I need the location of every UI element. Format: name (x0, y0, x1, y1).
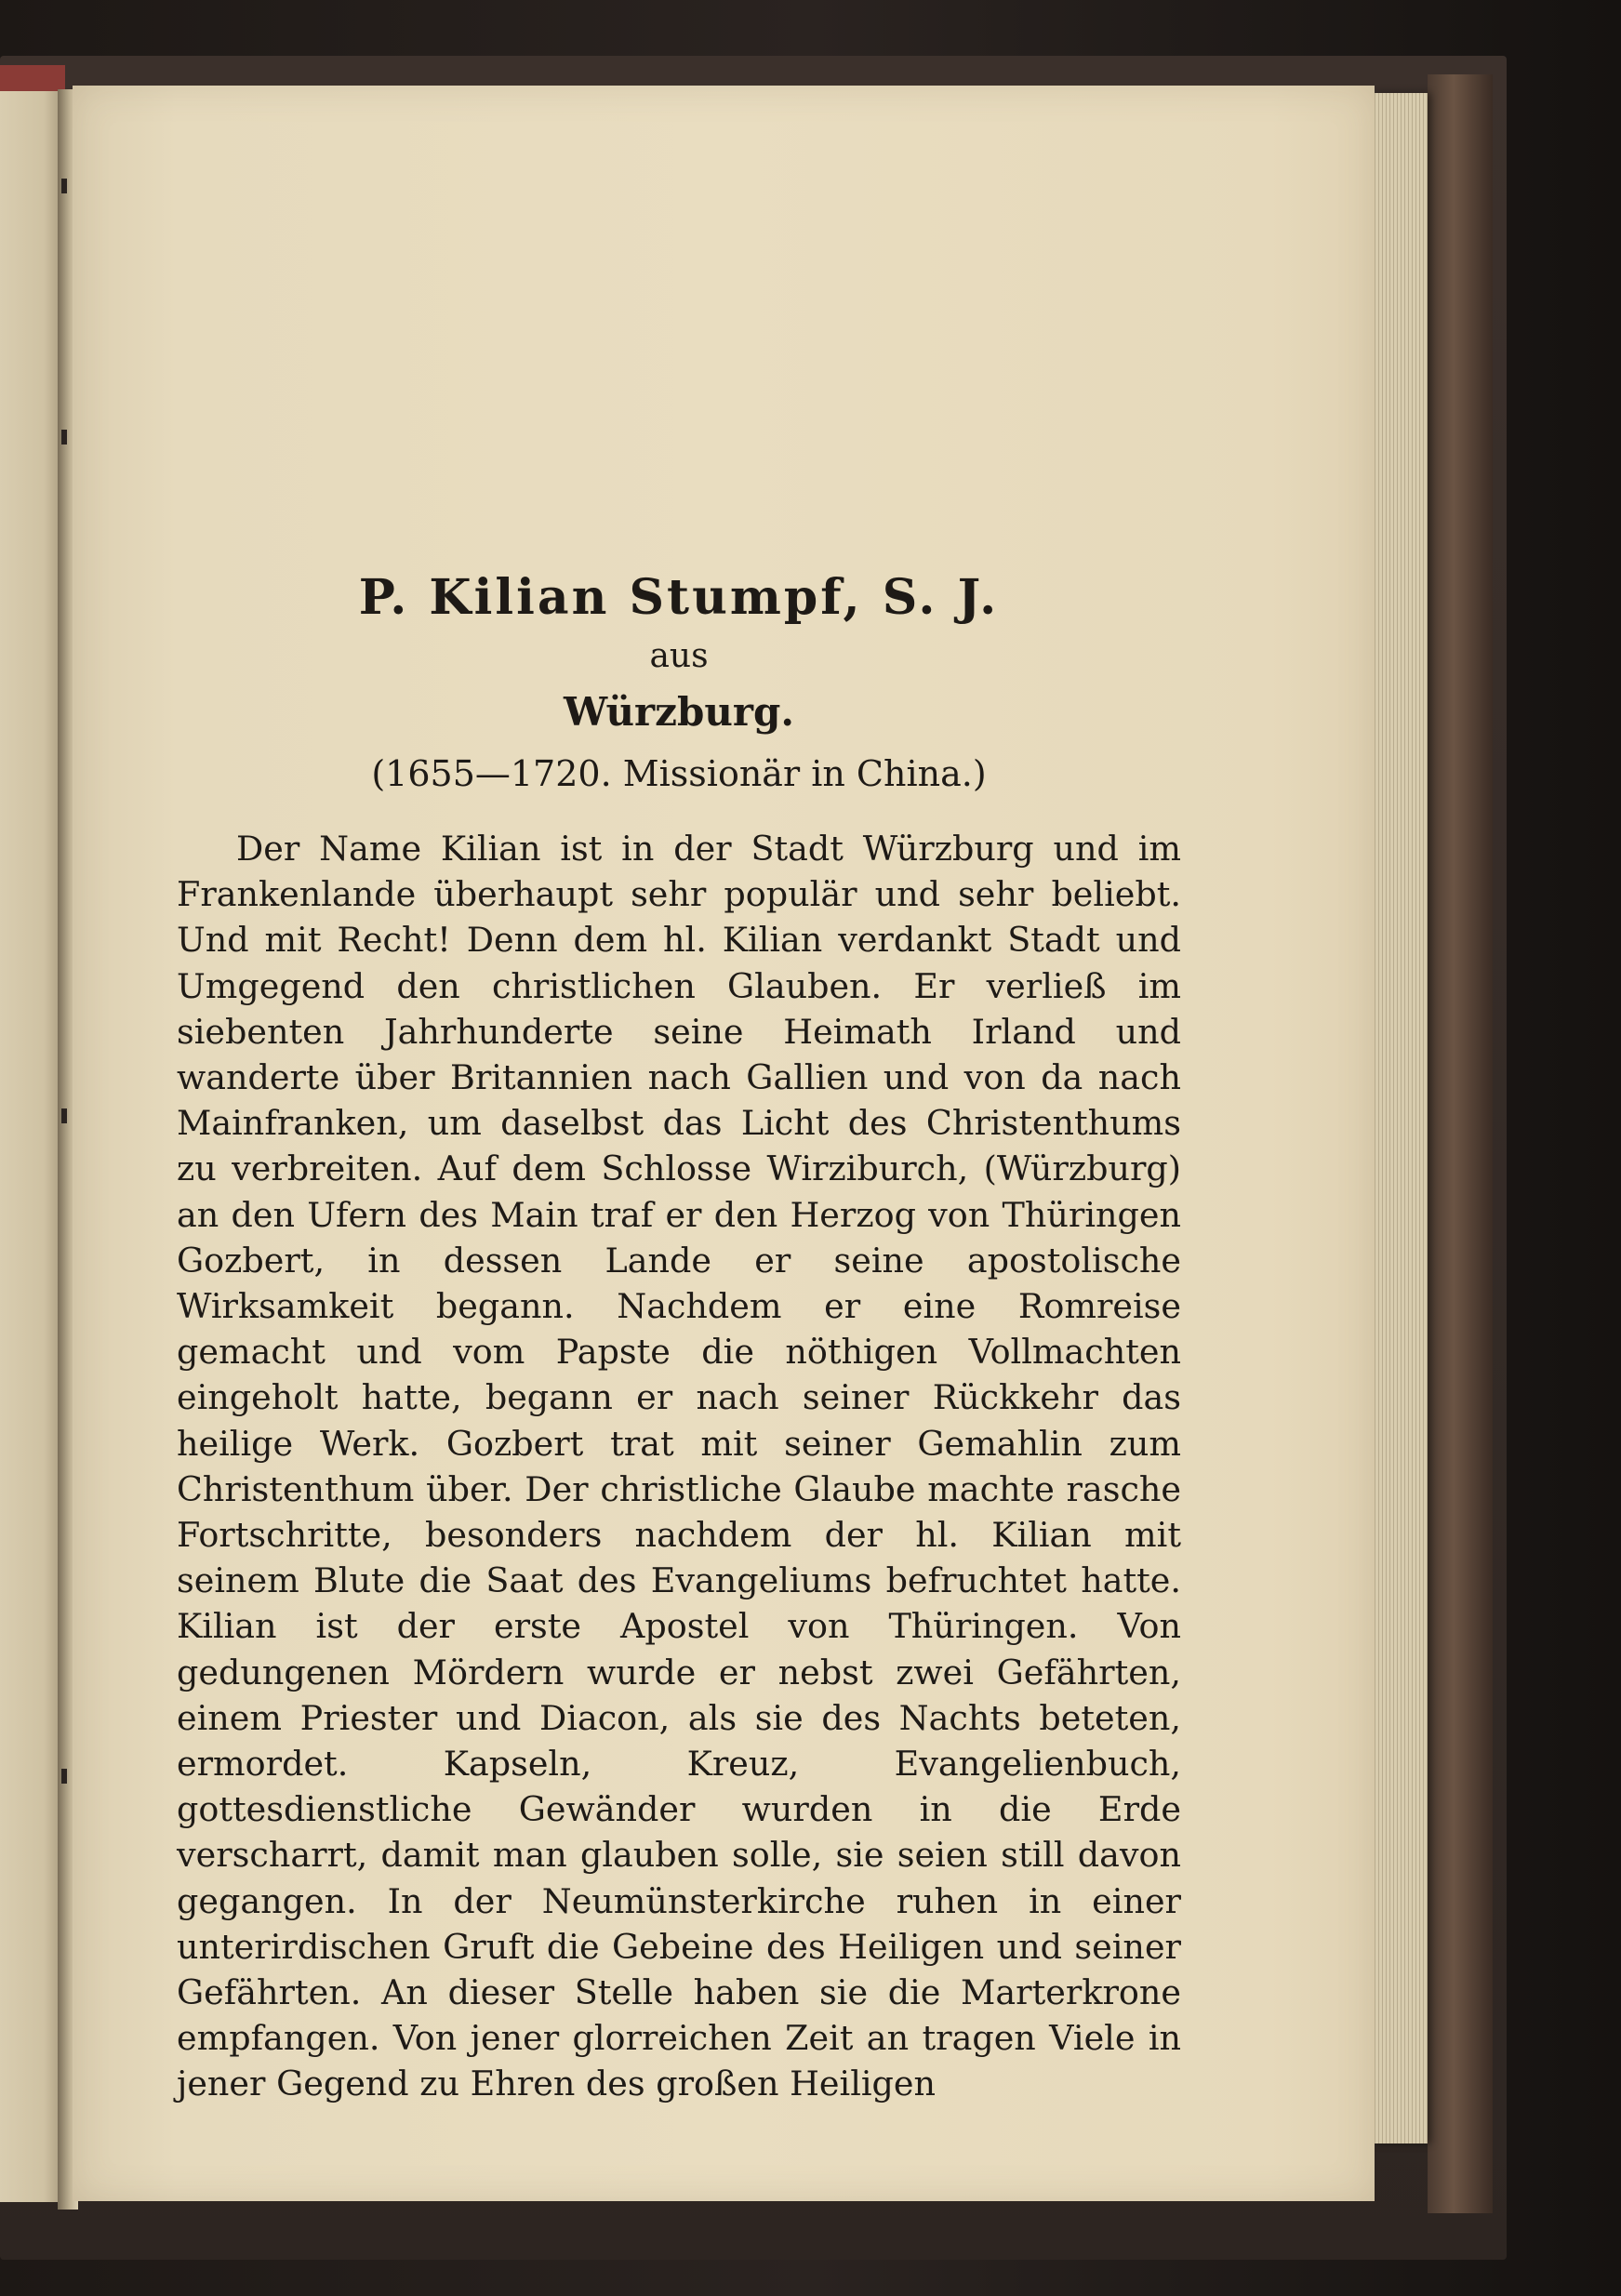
page-edges (1372, 93, 1428, 2143)
cover-red-edge (0, 65, 65, 93)
article (177, 521, 1181, 2107)
gutter-thread-mark (61, 179, 67, 193)
body-paragraph: Der Name Kilian ist in der Stadt Würzburg und im Frankenlande überhaupt sehr populär und sehr beliebt. Und mit Recht! Denn dem hl. Kilian verdankt Stadt und Umgegend den christlichen Glauben. Er verließ im siebenten Jahrhunderte seine Heimath Irland und wanderte über Britannien nach Gallien und von da nach Mainfranken, um daselbst das Licht des Christenthums zu verbreiten. Auf dem Schlosse Wirziburch, (Würzburg) an den Ufern des Main traf er den Herzog von Thüringen Gozbert, in dessen Lande er seine apostolische Wirksamkeit begann. Nachdem er eine Romreise gemacht und vom Papste die nöthigen Vollmachten eingeholt hatte, begann er nach seiner Rückkehr das heilige Werk. Gozbert trat mit seiner Gemahlin zum Christenthum über. Der christliche Glaube machte rasche Fortschritte, besonders nachdem der hl. Kilian mit seinem Blute die Saat des Evangeliums befruchtet hatte. Kilian ist der erste Apostel von Thüringen. Von gedungenen Mördern wurde er nebst zwei Gefährten, einem Priester und Diacon, als sie des Nachts beteten, ermordet. Kapseln, Kreuz, Evangelienbuch, gottesdienstliche Gewänder wurden in die Erde verscharrt, damit man glauben solle, sie seien still davon gegangen. In der Neumünsterkirche ruhen in einer unterirdischen Gruft die Gebeine des Heiligen und seiner Gefährten. An dieser Stelle haben sie die Marterkrone empfangen. Von jener glorreichen Zeit an tragen Viele in jener Gegend zu Ehren des großen Heiligen (177, 829, 1181, 2104)
gutter-thread-mark (61, 1108, 67, 1123)
book-spine (1428, 74, 1493, 2213)
origin-place: Würzburg. (563, 689, 794, 735)
gutter-thread-mark (61, 430, 67, 445)
left-page-sliver (0, 91, 63, 2202)
origin-preposition: aus (649, 637, 709, 675)
life-dates: (1655—1720. Missionär in China.) (371, 753, 987, 794)
article-title: P. Kilian Stumpf, S. J. (358, 569, 1000, 626)
gutter-thread-mark (61, 1769, 67, 1784)
